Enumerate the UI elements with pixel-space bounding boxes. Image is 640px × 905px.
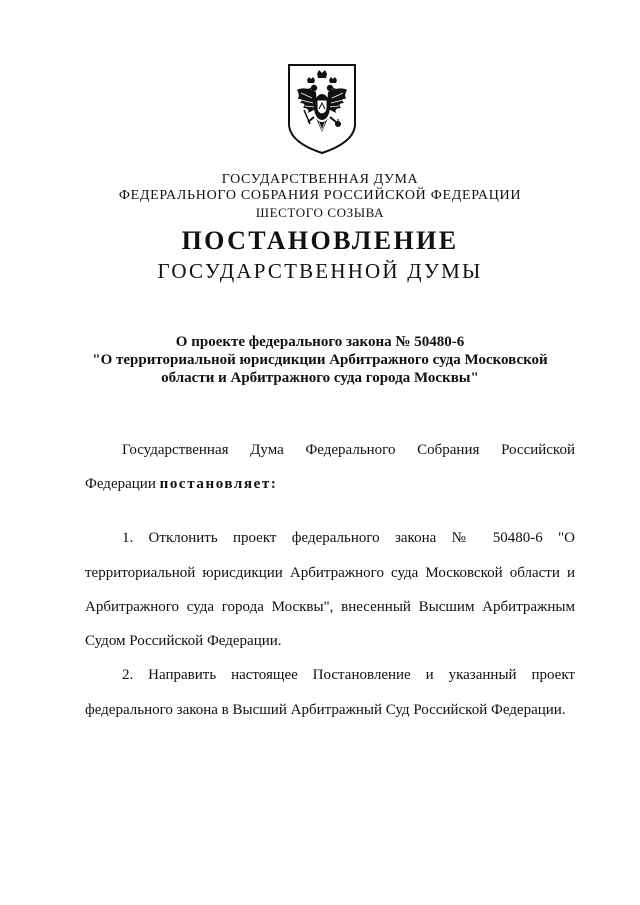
intro-line-1: Государственная Дума Федерального Собрания Российской <box>122 442 575 458</box>
item1-line-2: территориальной юрисдикции Арбитражного суда Московской области и <box>85 565 575 581</box>
document-title: ПОСТАНОВЛЕНИЕ <box>181 226 459 255</box>
header-convocation: ШЕСТОГО СОЗЫВА <box>255 205 385 220</box>
russian-coat-of-arms-icon <box>286 62 358 156</box>
intro-federation: Федерации <box>85 476 156 492</box>
document-subtitle: ГОСУДАРСТВЕННОЙ ДУМЫ <box>157 259 483 283</box>
subject-line-2: "О территориальной юрисдикции Арбитражного суда Московской <box>92 352 548 368</box>
item2-line-2: федерального закона в Высший Арбитражный Суд Российской Федерации. <box>85 702 566 718</box>
intro-verb: постановляет: <box>159 476 278 492</box>
subject-line-3: области и Арбитражного суда города Москвы" <box>161 370 479 386</box>
intro-line-2 <box>85 474 277 494</box>
item1-line-3: Арбитражного суда города Москвы", внесенный Высшим Арбитражным <box>85 599 575 615</box>
header-federal-assembly: ФЕДЕРАЛЬНОГО СОБРАНИЯ РОССИЙСКОЙ ФЕДЕРАЦИИ <box>118 188 522 203</box>
item1-line-1: 1. Отклонить проект федерального закона № 50480-6 "О <box>122 530 575 546</box>
item1-line-4: Судом Российской Федерации. <box>85 633 282 649</box>
header-parliament: ГОСУДАРСТВЕННАЯ ДУМА <box>221 172 419 187</box>
item2-line-1: 2. Направить настоящее Постановление и указанный проект <box>122 667 575 683</box>
subject-line-1: О проекте федерального закона № 50480-6 <box>175 334 465 350</box>
